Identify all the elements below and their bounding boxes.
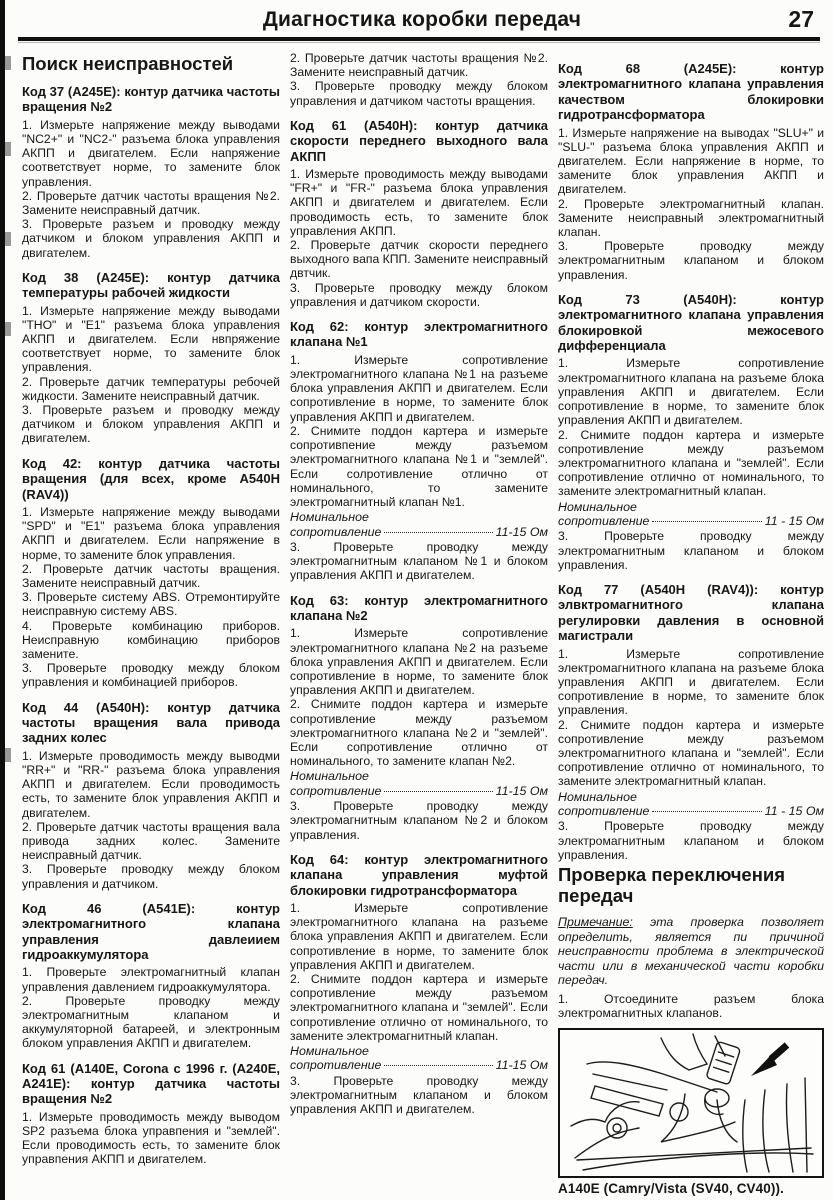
spec-label-line: Номинальное <box>290 1044 369 1059</box>
paragraph: 1. Измерьте сопротивление электромагнитного клапана на разъеме блока управления АКПП и двигателем. Если сопротивление в норме, то замените блок управления АКПП и двигателем. <box>290 901 548 972</box>
paragraph: 3. Проверьте проводку между электромагнитным клапаном и блоком управления АКПП и двигателем. <box>290 1073 548 1117</box>
paragraph: 1. Измерьте сопротивление электромагнитного клапана на разъеме блока управления АКПП и двигателем. Если сопротивление в норме, то замените блок управления. <box>558 646 824 718</box>
code-subheading: Код 44 (А540Н): контур датчика частоты вращения вала привода задних колес <box>22 699 280 746</box>
dotted-leader <box>652 521 761 522</box>
paragraph: 3. Проверьте проводку между блоком управления и датчиком скорости. <box>290 280 548 309</box>
paragraph: 1. Измерьте сопротивление электромагнитного клапана №1 на разъеме блока управления АКПП и двигателем. Если сопротивление в норме, то замените блок управления АКПП и двигателем. <box>290 352 548 424</box>
paragraph: 1. Измерьте напряжение между выводами "NC2+" и "NC2-" разъема блока управления АКПП и двигателем. Если напряжение соответствует норме, то замените блок управления. <box>22 117 280 189</box>
paragraph: 3. Проверьте проводку между электромагнитным клапаном №1 и блоком управления АКПП и двигателем. <box>290 539 548 583</box>
paragraph: 2. Проверьте датчик частоты вращения вала привода задних колес. Замените неисправный датчик. <box>22 819 280 863</box>
paragraph: 3. Проверьте проводку между электромагнитным клапаном и блоком управления. <box>558 239 824 282</box>
column-right <box>558 51 824 1196</box>
spec-value-line <box>290 1058 548 1072</box>
paragraph: 3. Проверьте проводку между блоком управления и датчиком. <box>22 862 280 891</box>
spec-entry <box>290 1044 548 1073</box>
code-subheading: Код 73 (А540Н): контур электромагнитного клапана управления блокировкой межосевого дифференциала <box>558 291 824 354</box>
paragraph: 3. Проверьте разъем и проводку между датчиком и блоком управления АКПП и двигателем. <box>22 217 280 260</box>
paragraph: 1. Измерьте проводимость между выводми "RR+" и "RR-" разъема блока управления АКПП и двигателем. Если проводимость есть, то замените блок управления АКПП и двигателем. <box>22 748 280 820</box>
code-subheading: Код 61 (А540Н): контур датчика скорости переднего выходного вала АКПП <box>290 117 548 164</box>
spec-entry <box>290 510 548 539</box>
paragraph: 1. Измерьте сопротивление электромагнитного клапана на разъеме блока управления АКПП и двигателем. Если сопротивление в норме, то замените блок управления АКПП и двигателем. <box>558 356 824 428</box>
dotted-leader <box>384 1065 492 1066</box>
spec-label: сопротивление <box>290 783 382 798</box>
column-middle <box>290 51 548 1196</box>
figure-caption: A140E (Camry/Vista (SV40, CV40)). <box>558 1181 784 1197</box>
spec-value: 11-15 Ом <box>495 524 548 539</box>
paragraph: 2. Проверьте датчик температуры ребочей жидкости. Замените неисправный датчик. <box>22 374 280 403</box>
paragraph: 1. Измерьте проводимость между выводом SP2 разъема блока управпения и "землей". Если проводимость есть, то замените блок управпения АКПП и двигателем. <box>22 1109 280 1167</box>
code-subheading: Код 63: контур электромагнитного клапана №2 <box>290 592 548 623</box>
code-subheading: Код 42: контур датчика частоты вращения (для всех, кроме А540Н (RAV4)) <box>22 455 280 502</box>
column-right-blocks <box>558 61 824 1020</box>
paragraph: 2. Проверьте датчик частоты вращения №2. Замените неисправный датчик. <box>290 51 548 80</box>
code-subheading: Код 61 (А140Е, Corona с 1996 г. (А240Е, А241Е): контур датчика частоты вращения №2 <box>22 1060 280 1107</box>
paragraph: 1. Измерьте напряжение между выводами "THO" и "E1" разъема блока управления АКПП и двигателем. Если нвпряжение соответствует норме, то замените блок управления. <box>22 303 280 375</box>
header-rule-shadow <box>18 42 820 43</box>
paragraph: 2. Проверьте электромагнитный клапан. Замените неисправный электромагнитный клапан. <box>558 196 824 240</box>
paragraph: 3. Проверьте проводку между электромагнитным клапаном и блоком управления. <box>558 819 824 862</box>
paragraph: 1. Измерьте проводимость между выводами "FR+" и "FR-" разъема блока управления АКПП и двигателем и двигателем. Если проводимость есть, то замените блок управления АКПП. <box>290 167 548 238</box>
page-number: 27 <box>788 6 814 32</box>
section-heading: Проверка переключения передач <box>558 864 786 907</box>
arrow-icon <box>751 1045 787 1076</box>
page-header <box>22 6 820 42</box>
spec-value-line <box>558 804 824 818</box>
spec-label: сопротивление <box>290 1058 382 1073</box>
spec-label-line: Номинальное <box>290 510 369 525</box>
paragraph: 2. Снимите поддон картера и измерьте сопротивление между разъемом электромагнитного клапана №2 и "землей". Если сопротивление отлично от номинального, то замените клапан №2. <box>290 697 548 769</box>
code-subheading: Код 37 (А245Е): контур датчика частоты вращения №2 <box>22 84 280 115</box>
code-subheading: Код 38 (А245Е): контур датчика температуры рабочей жидкости <box>22 269 280 301</box>
dotted-leader <box>652 811 761 812</box>
page-title: Диагностика коробки передач <box>262 8 582 31</box>
paragraph: 2. Проверьте датчик скорости переднего выходного вапа КПП. Замените неисправный двтчик. <box>290 238 548 281</box>
spec-value: 11 - 15 Ом <box>764 513 824 528</box>
spec-value: 11-15 Ом <box>495 1058 548 1073</box>
paragraph: 1. Проверьте электромагнитный клапан управления давлением гидроаккумулятора. <box>22 965 280 994</box>
paragraph: 2. Снимите поддон картера и измерьте сопротивление между разъемом электромагнитного клапана и "землей". Если сопротивление отлично от номинального, то замените электромагнитный клапан. <box>558 427 824 499</box>
spec-label-line: Номинальное <box>558 499 637 514</box>
spec-label: сопротивление <box>558 804 650 818</box>
code-subheading: Код 68 (А245Е): контур электромагнитного клапана управления качеством блокировки гидротрансформатора <box>558 61 824 123</box>
spec-value: 11 - 15 Ом <box>764 804 824 818</box>
transmission-drawing <box>560 1030 822 1176</box>
paragraph: 3. Проверьте проводку между блоком управления и датчиком частоты вращения. <box>290 79 548 108</box>
section-heading: Поиск неисправностей <box>22 53 234 74</box>
spec-label-line: Номинальное <box>558 789 637 804</box>
spec-label: сопротивление <box>558 513 650 528</box>
spec-label-line: Номинальное <box>290 769 369 784</box>
paragraph: 2. Проверьте датчик частоты вращения. Замените неисправный датчик. <box>22 561 280 590</box>
paragraph: 2. Снимите поддон картера и измерьте сопротивление между разъемом электромагнитного клапана и "землей". Если сопротивление отлично от номинального, то замените электромагнитный клапан. <box>558 717 824 789</box>
paragraph: 3. Проверьте проводку между электромагнитным клапаном и блоком управления. <box>558 529 824 572</box>
paragraph: 2. Проверьте проводку между электромагнитным клапаном и аккумуляторной батареей, и электронным блоком управления АКПП и двигателем. <box>22 993 280 1051</box>
paragraph: 1. Отсоедините разъем блока электромагнитных клапанов. <box>558 991 824 1021</box>
dotted-leader <box>384 791 492 792</box>
note-paragraph: Примечание: эта проверка позволяет определить, является пи причиной неисправности проблема в электрической части или в механической части коробки передач. <box>558 915 824 988</box>
text-columns <box>22 42 824 1197</box>
paragraph: 1. Измерьте напряжение на выводах "SLU+" и "SLU-" разъема блока управления АКПП и двигателем. Если напряжение в норме, то замените блок управления АКПП и двигателем. <box>558 125 824 197</box>
spec-entry <box>290 769 548 798</box>
paragraph: 3. Проверьте проводку между электромагнитным клапаном №2 и блоком управления. <box>290 799 548 842</box>
spec-label: сопротивление <box>290 524 382 539</box>
paragraph: 4. Проверьте комбинацию приборов. Неисправную комбинацию приборов замените. <box>22 618 280 661</box>
header-rule <box>18 37 820 41</box>
note-lead: Примечание: <box>558 915 633 930</box>
spec-entry <box>558 790 824 819</box>
paragraph: 3. Проверьте проводку между блоком управления и комбинацией приборов. <box>22 661 280 690</box>
code-subheading: Код 62: контур электромагнитного клапана №1 <box>290 319 548 350</box>
spec-value: 11-15 Ом <box>495 783 548 798</box>
paragraph: 2. Снимите поддон картера и измерьте сопротивпение между разъемом электромагнитного клапана №1 и "землей". Если солротивление отлично от номинального, то замените электромагнитный клапан №1. <box>290 423 548 509</box>
code-subheading: Код 77 (А540Н (RAV4)): контур элвктромагнитного клапана регулировки давления в основной магистрали <box>558 581 824 644</box>
code-subheading: Код 46 (А541Е): контур электромагнитного клапана управления давлеиием гидроаккумулятора <box>22 900 280 963</box>
figure-box <box>558 1028 824 1178</box>
spec-value-line <box>558 514 824 528</box>
paragraph: 1. Измерьте сопротивление электромагнитного клапана №2 на разъеме блока управления АКПП и двигателем. Если сопротивление в норме, то замените блок управления АКПП и двигателем. <box>290 626 548 698</box>
code-subheading: Код 64: контур электромагнитного клапана управления муфтой блокировки гидротрансформатора <box>290 851 548 898</box>
paragraph: 2. Проверьте датчик частоты вращения №2. Замените неисправный датчик. <box>22 188 280 218</box>
paragraph: 2. Снимите поддон картера и измерьте сопротивление между разъемом электромагнитного клапана и "землей". Если сопротивление отлично от номинального, то замените электромагнитный клапан. <box>290 972 548 1043</box>
spec-entry <box>558 500 824 529</box>
paragraph: 3. Проверьте разъем и проводку между датчиком и блоком управления АКПП и двигателем. <box>22 403 280 446</box>
column-left <box>22 51 280 1196</box>
paragraph: 1. Измерьте напряжение между выводами "SPD" и "E1" разъема блока управления АКПП и двигателем. Если напряжение в норме, то замените блок управления. <box>22 504 280 562</box>
spec-value-line <box>290 525 548 539</box>
spec-value-line <box>290 784 548 798</box>
dotted-leader <box>384 532 492 533</box>
paragraph: 3. Проверьте систему ABS. Отремонтируйте неисправную систему ABS. <box>22 590 280 619</box>
